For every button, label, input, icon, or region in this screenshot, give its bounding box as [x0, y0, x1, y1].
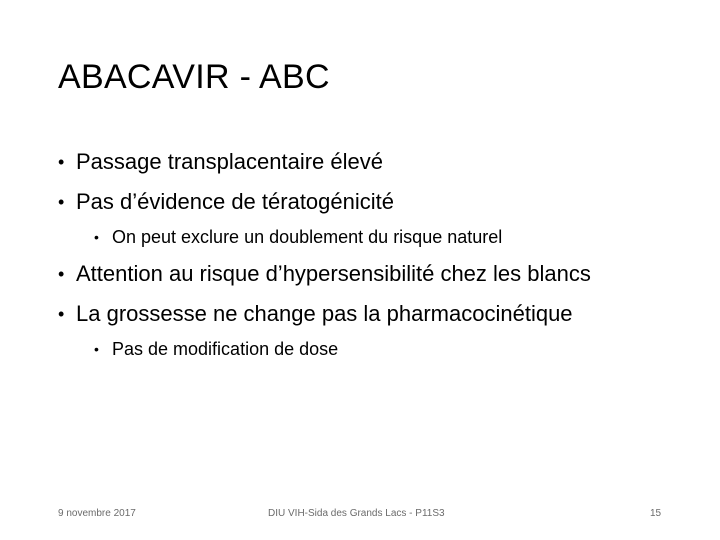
footer-center-text: DIU VIH-Sida des Grands Lacs - P11S3 [268, 508, 445, 519]
bullet-text: Pas d’évidence de tératogénicité [76, 189, 394, 214]
footer-date: 9 novembre 2017 [58, 508, 136, 519]
bullet-dot: • [58, 304, 65, 324]
bullet-dot: • [58, 264, 65, 284]
bullet-dot: • [94, 229, 99, 245]
page-number: 15 [650, 508, 662, 519]
bullet-text: Passage transplacentaire élevé [76, 149, 383, 174]
bullet-text: Attention au risque d’hypersensibilité chez les blancs [76, 261, 591, 286]
bullet-dot: • [94, 341, 99, 357]
bullet-dot: • [58, 152, 65, 172]
sub-bullet-text: On peut exclure un doublement du risque naturel [112, 227, 503, 247]
sub-bullet-text: Pas de modification de dose [112, 339, 339, 359]
bullet-dot: • [58, 192, 65, 212]
bullet-text: La grossesse ne change pas la pharmacocinétique [76, 301, 573, 326]
slide-title: ABACAVIR - ABC [58, 58, 330, 96]
